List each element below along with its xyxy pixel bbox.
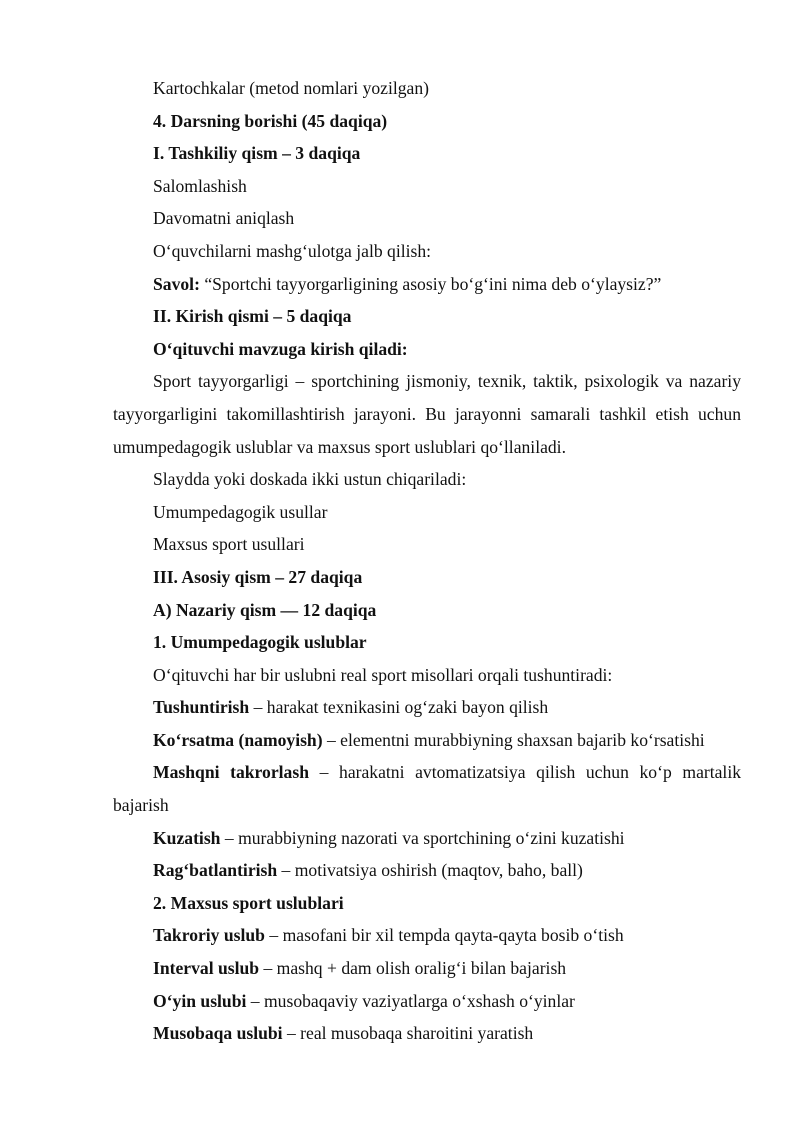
method-description: – mashq + dam olish oralig‘i bilan bajarish [259, 958, 567, 979]
method-description: – masofani bir xil tempda qayta-qayta bosib o‘tish [264, 925, 624, 946]
method-description: – harakat texnikasini og‘zaki bayon qilish [249, 697, 549, 718]
section-heading-organizational [113, 137, 741, 170]
list-item [113, 463, 741, 496]
method-item [113, 1017, 741, 1050]
column-general-text: Umumpedagogik usullar [153, 501, 328, 522]
question-line [113, 268, 741, 301]
intro-paragraph: Sport tayyorgarligi – sportchining jismoniy, texnik, taktik, psixologik va nazariy tayyorgarligini takomillashtirish jarayoni. Bu jarayonni samarali tashkil etish uchun umumpedagogik uslublar va maxsus sport uslublari qo‘llaniladi. [113, 371, 741, 457]
method-term: Takroriy uslub [153, 925, 265, 946]
method-term: Rag‘batlantirish [153, 860, 278, 881]
section-heading-main [113, 561, 741, 594]
method-item [113, 952, 741, 985]
general-methods-title: 1. Umumpedagogik uslublar [153, 632, 367, 653]
materials-text: Kartochkalar (metod nomlari yozilgan) [153, 78, 430, 98]
list-item [113, 528, 741, 561]
explanation-intro-text: O‘qituvchi har bir uslubni real sport misollari orqali tushuntiradi: [153, 664, 613, 685]
column-special-text: Maxsus sport usullari [153, 534, 305, 555]
method-term: Tushuntirish [153, 697, 250, 718]
list-item [113, 202, 741, 235]
special-methods-title: 2. Maxsus sport uslublari [153, 892, 344, 913]
method-item-paragraph [113, 756, 741, 821]
method-description: – real musobaqa sharoitini yaratish [282, 1023, 534, 1044]
subheading-general-methods [113, 626, 741, 659]
method-description: – elementni murabbiyning shaxsan bajarib ko‘rsatishi [322, 729, 705, 750]
method-description: – harakatni avtomatizatsiya qilish uchun ko‘p martalik bajarish [113, 762, 742, 816]
method-item [113, 822, 741, 855]
method-term: Ko‘rsatma (namoyish) [153, 729, 323, 750]
method-term: Kuzatish [153, 827, 221, 848]
method-item [113, 691, 741, 724]
question-label: Savol: [153, 273, 200, 294]
subheading-special-methods [113, 887, 741, 920]
method-term: O‘yin uslubi [153, 990, 247, 1011]
engagement-text: O‘quvchilarni mashg‘ulotga jalb qilish: [153, 240, 432, 261]
teacher-intro-title: O‘qituvchi mavzuga kirish qiladi: [153, 338, 408, 359]
method-term: Interval uslub [153, 958, 260, 979]
subheading-theory [113, 594, 741, 627]
attendance-text: Davomatni aniqlash [153, 208, 295, 229]
method-item [113, 724, 741, 757]
main-part-title: III. Asosiy qism – 27 daqiqa [153, 566, 363, 587]
list-item [113, 170, 741, 203]
introduction-title: II. Kirish qismi – 5 daqiqa [153, 306, 352, 327]
lesson-flow-title: 4. Darsning borishi (45 daqiqa) [153, 110, 388, 131]
organizational-title: I. Tashkiliy qism – 3 daqiqa [153, 143, 361, 164]
method-term: Mashqni takrorlash [153, 762, 309, 783]
materials-line [113, 72, 741, 105]
list-item [113, 496, 741, 529]
greeting-text: Salomlashish [153, 175, 247, 196]
list-item [113, 235, 741, 268]
method-description: – murabbiyning nazorati va sportchining o‘zini kuzatishi [220, 827, 625, 848]
question-text: “Sportchi tayyorgarligining asosiy bo‘g‘ini nima deb o‘ylaysiz?” [199, 273, 662, 294]
section-heading-lesson-flow [113, 105, 741, 138]
subheading-teacher-intro [113, 333, 741, 366]
method-item [113, 919, 741, 952]
method-item [113, 854, 741, 887]
theory-title: A) Nazariy qism — 12 daqiqa [153, 599, 377, 620]
method-description: – musobaqaviy vaziyatlarga o‘xshash o‘yinlar [246, 990, 575, 1011]
document-body [113, 72, 741, 1050]
method-description: – motivatsiya oshirish (maqtov, baho, ball) [277, 860, 583, 881]
method-item [113, 985, 741, 1018]
list-item [113, 659, 741, 692]
section-heading-introduction [113, 300, 741, 333]
slide-text: Slaydda yoki doskada ikki ustun chiqariladi: [153, 469, 467, 490]
method-term: Musobaqa uslubi [153, 1023, 283, 1044]
